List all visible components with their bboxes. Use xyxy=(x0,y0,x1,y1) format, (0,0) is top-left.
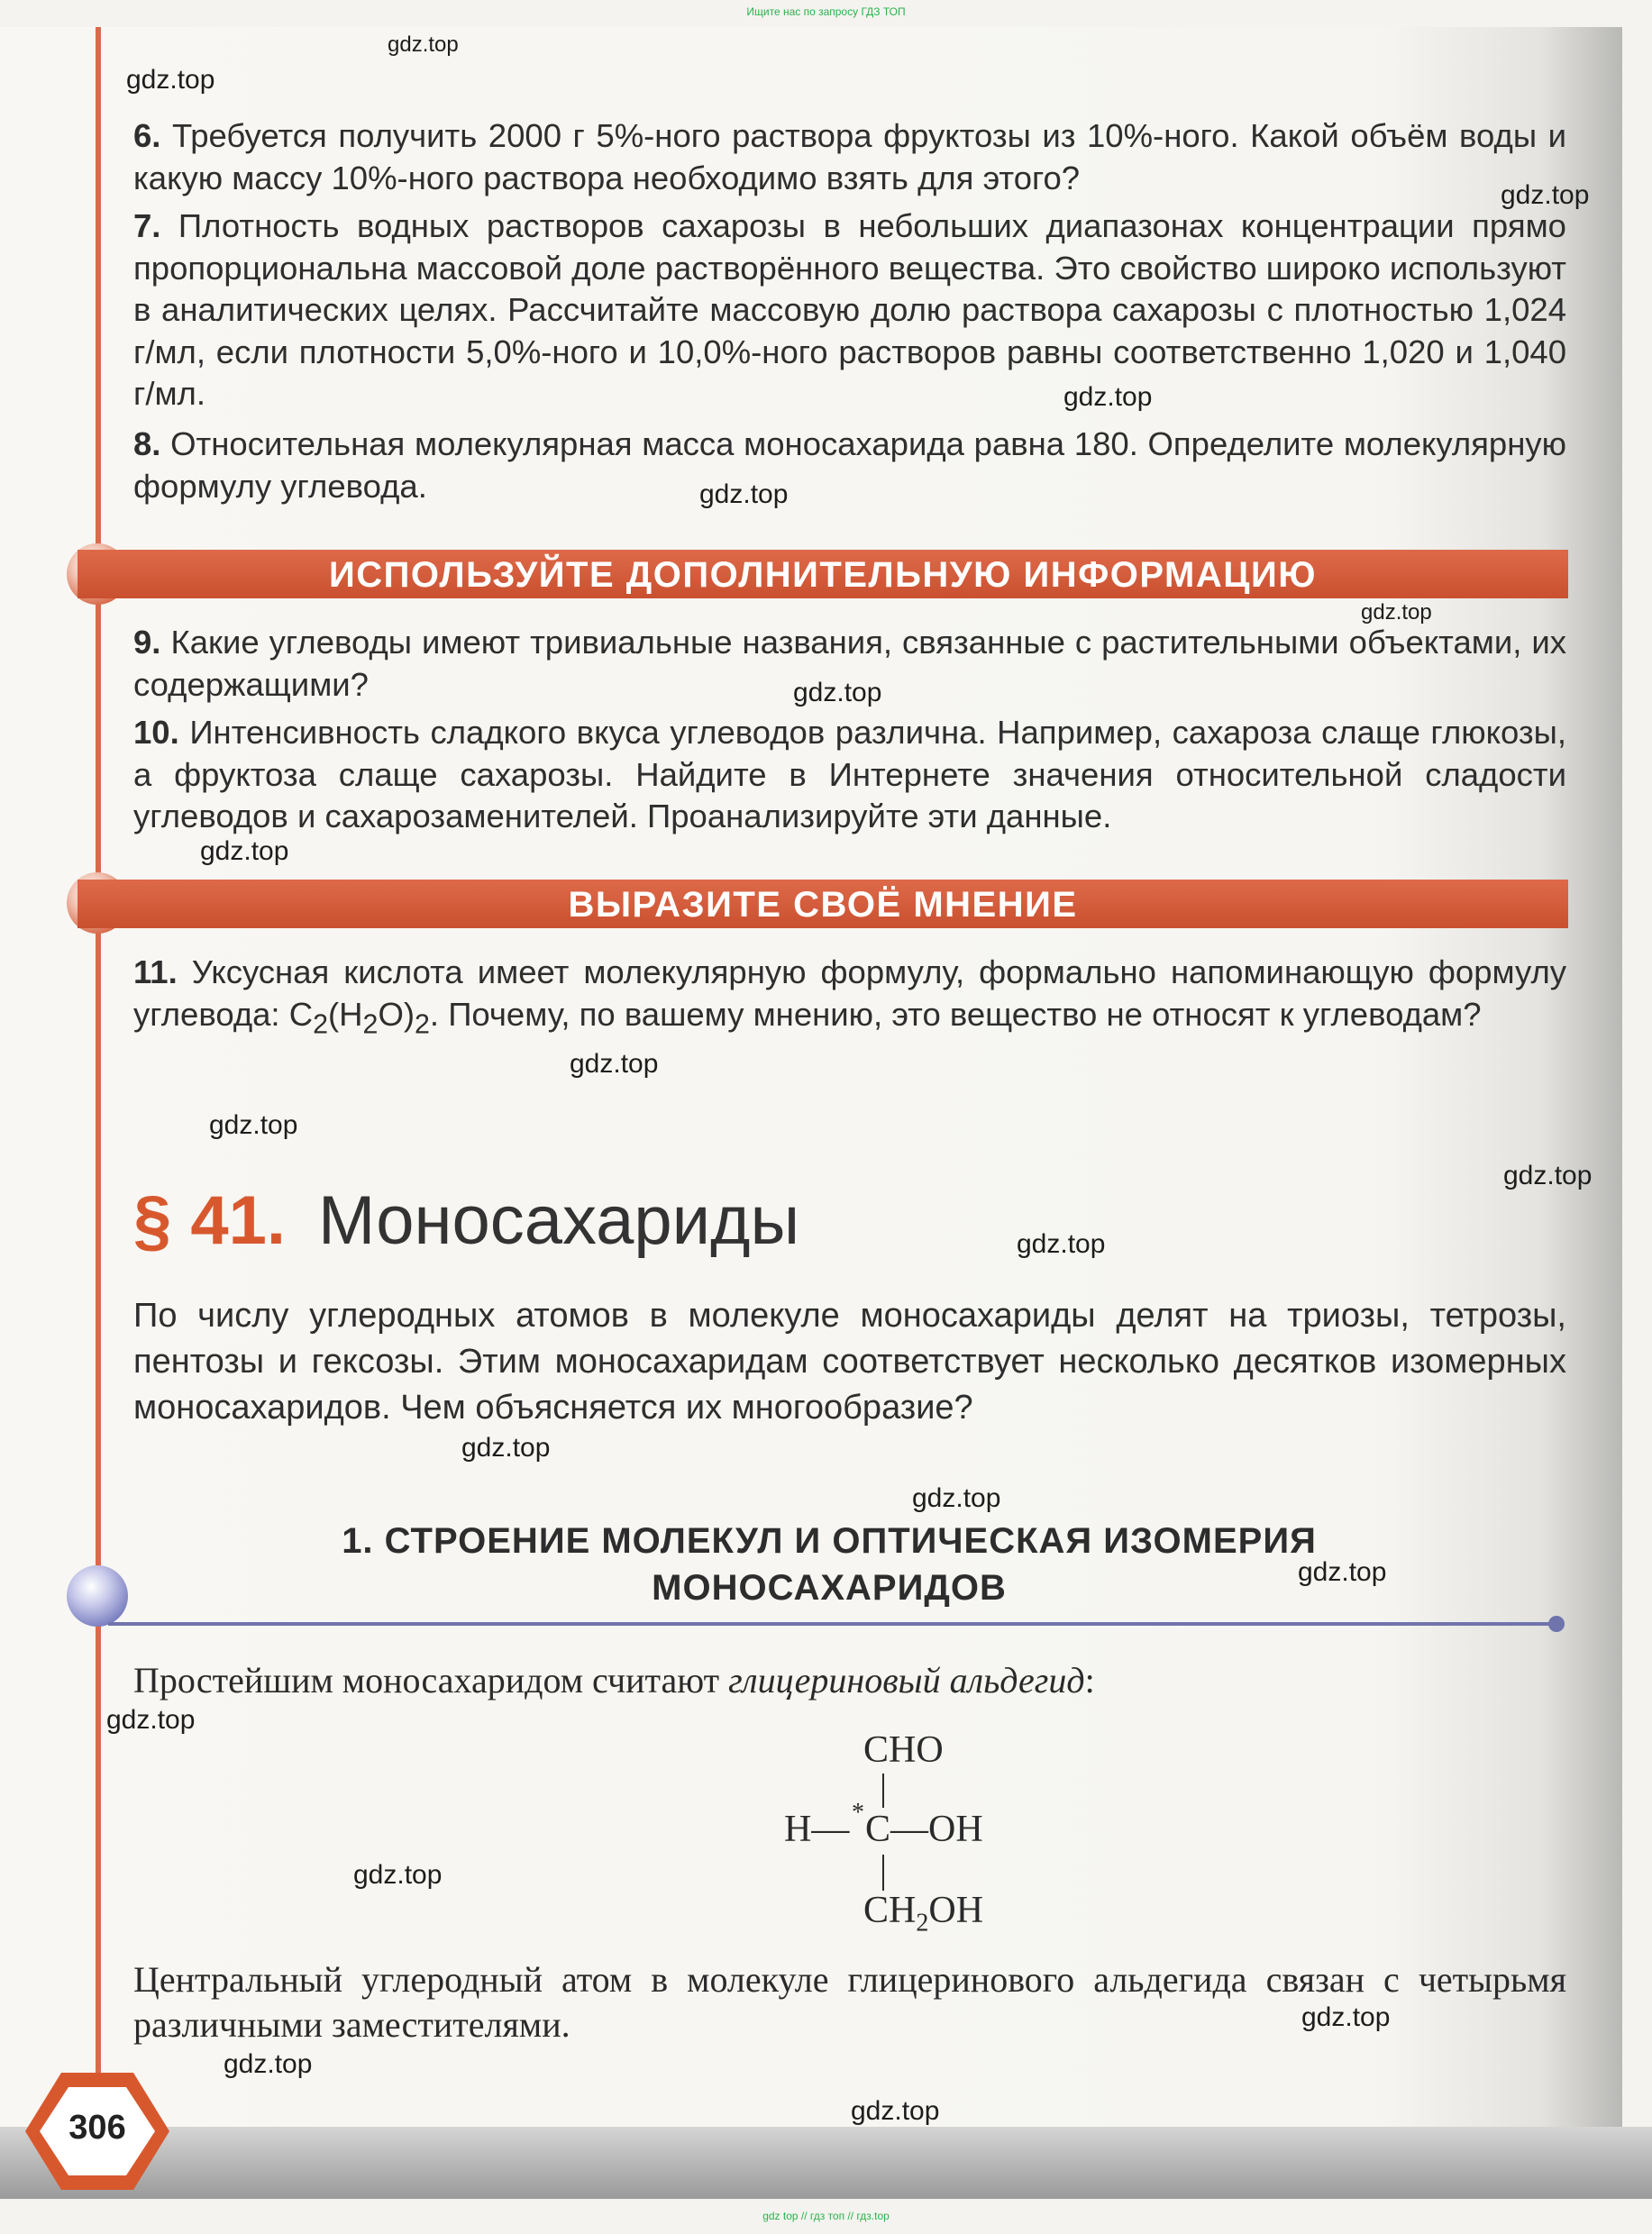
watermark: gdz.top xyxy=(209,1110,298,1140)
formula-part: CH xyxy=(863,1890,917,1931)
formula-cho: CHO xyxy=(863,1729,944,1771)
subheading-rule xyxy=(108,1622,1557,1626)
formula-chiral-star: * xyxy=(852,1799,864,1827)
watermark: gdz.top xyxy=(851,2096,940,2126)
banner-use-info: ИСПОЛЬЗУЙТЕ ДОПОЛНИТЕЛЬНУЮ ИНФОРМАЦИЮ xyxy=(78,550,1568,598)
formula-part: (H xyxy=(328,995,363,1033)
watermark: gdz.top xyxy=(388,32,459,57)
task-number: 8. xyxy=(133,425,161,462)
formula-c-oh: C—OH xyxy=(865,1809,983,1850)
task-11 xyxy=(133,952,1566,1044)
watermark: gdz.top xyxy=(699,479,789,509)
text: Простейшим моносахаридом считают xyxy=(133,1660,729,1701)
formula-bond xyxy=(882,1855,884,1891)
formula-part: OH xyxy=(928,1890,984,1931)
task-text: Интенсивность сладкого вкуса углеводов различна. Например, сахароза слаще глюкозы, а фруктоза слаще сахарозы. Найдите в Интернете значения относительной сладости углеводов и сахарозаменителей. Проанализируйте эти данные. xyxy=(133,714,1566,834)
bottom-note: gdz top // гдз топ // гдз.top xyxy=(762,2210,890,2222)
section-number: § 41. xyxy=(133,1182,287,1259)
paragraph-simplest-monosaccharide xyxy=(133,1658,1566,1703)
formula-ch2oh xyxy=(863,1889,983,1938)
watermark: gdz.top xyxy=(126,65,215,95)
subscript: 2 xyxy=(414,1008,430,1039)
task-number: 11. xyxy=(133,953,178,990)
formula-part: O) xyxy=(378,995,415,1033)
task-text: Требуется получить 2000 г 5%-ного раствора фруктозы из 10%-ного. Какой объём воды и какую массу 10%-ного раствора необходимо взять для этого? xyxy=(133,117,1566,196)
scan-shadow xyxy=(0,2127,1652,2199)
section-heading xyxy=(133,1181,799,1262)
watermark: gdz.top xyxy=(1501,180,1590,210)
watermark: gdz.top xyxy=(1503,1161,1593,1190)
watermark: gdz.top xyxy=(200,836,289,866)
margin-rule xyxy=(96,27,101,2082)
watermark: gdz.top xyxy=(224,2049,313,2079)
task-number: 7. xyxy=(133,207,161,244)
subheading-line-1: 1. СТРОЕНИЕ МОЛЕКУЛ И ОПТИЧЕСКАЯ ИЗОМЕРИЯ xyxy=(342,1521,1317,1561)
watermark: gdz.top xyxy=(106,1705,196,1735)
text: : xyxy=(1084,1660,1095,1701)
task-text: Плотность водных растворов сахарозы в небольших диапазонах концентрации прямо пропорциональна массовой доле растворённого вещества. Это свойство широко используют в аналитических целях. Рассчитайте массовую долю раствора сахарозы с плотностью 1,024 г/мл, если плотности 5,0%-ного и 10,0%-ного растворов равны соответственно 1,020 и 1,040 г/мл. xyxy=(133,207,1566,412)
paragraph-central-carbon: Центральный углеродный атом в молекуле глицеринового альдегида связан с четырьмя различными заместителями. xyxy=(133,1959,1566,2045)
task-8 xyxy=(133,424,1566,507)
subheading-line-2: МОНОСАХАРИДОВ xyxy=(652,1568,1007,1608)
formula-h: H— xyxy=(784,1809,850,1850)
task-number: 6. xyxy=(133,117,161,154)
watermark: gdz.top xyxy=(793,678,882,707)
subscript: 2 xyxy=(362,1008,379,1039)
task-6 xyxy=(133,115,1566,199)
banner-opinion: ВЫРАЗИТЕ СВОЁ МНЕНИЕ xyxy=(78,880,1568,928)
watermark: gdz.top xyxy=(1017,1229,1106,1259)
watermark: gdz.top xyxy=(1301,2002,1391,2032)
rule-end-dot xyxy=(1548,1616,1565,1632)
section-title: Моносахариды xyxy=(318,1182,800,1259)
subheading-ball-icon xyxy=(67,1565,128,1627)
subscript: 2 xyxy=(313,1008,328,1039)
watermark: gdz.top xyxy=(1298,1557,1387,1587)
subscript: 2 xyxy=(916,1909,929,1938)
watermark: gdz.top xyxy=(1361,600,1432,625)
term: глицериновый альдегид xyxy=(728,1660,1085,1701)
page-number: 306 xyxy=(68,2109,126,2147)
task-text: Какие углеводы имеют тривиальные названия, связанные с растительными объектами, их содержащими? xyxy=(133,624,1566,703)
watermark: gdz.top xyxy=(912,1483,1001,1513)
task-10 xyxy=(133,712,1566,838)
task-text: . Почему, по вашему мнению, это вещество не относят к углеводам? xyxy=(429,995,1482,1033)
watermark: gdz.top xyxy=(461,1433,551,1463)
top-note: Ищите нас по запросу ГДЗ ТОП xyxy=(746,5,906,18)
task-number: 10. xyxy=(133,714,179,751)
task-text: Уксусная кислота имеет молекулярную формулу, формально напоминающую формулу углевода: C xyxy=(133,953,1566,1033)
task-7 xyxy=(133,205,1566,415)
task-number: 9. xyxy=(133,624,161,661)
watermark: gdz.top xyxy=(353,1860,443,1890)
formula-bond xyxy=(882,1774,884,1808)
watermark: gdz.top xyxy=(570,1049,659,1079)
section-intro: По числу углеродных атомов в молекуле моносахариды делят на триозы, тетрозы, пентозы и гексозы. Этим моносахаридам соответствует несколько десятков изомерных моносахаридов. Чем объясняется их многообразие? xyxy=(133,1297,1566,1427)
task-text: Относительная молекулярная масса моносахарида равна 180. Определите молекулярную формулу углевода. xyxy=(133,425,1566,505)
watermark: gdz.top xyxy=(1063,382,1153,412)
